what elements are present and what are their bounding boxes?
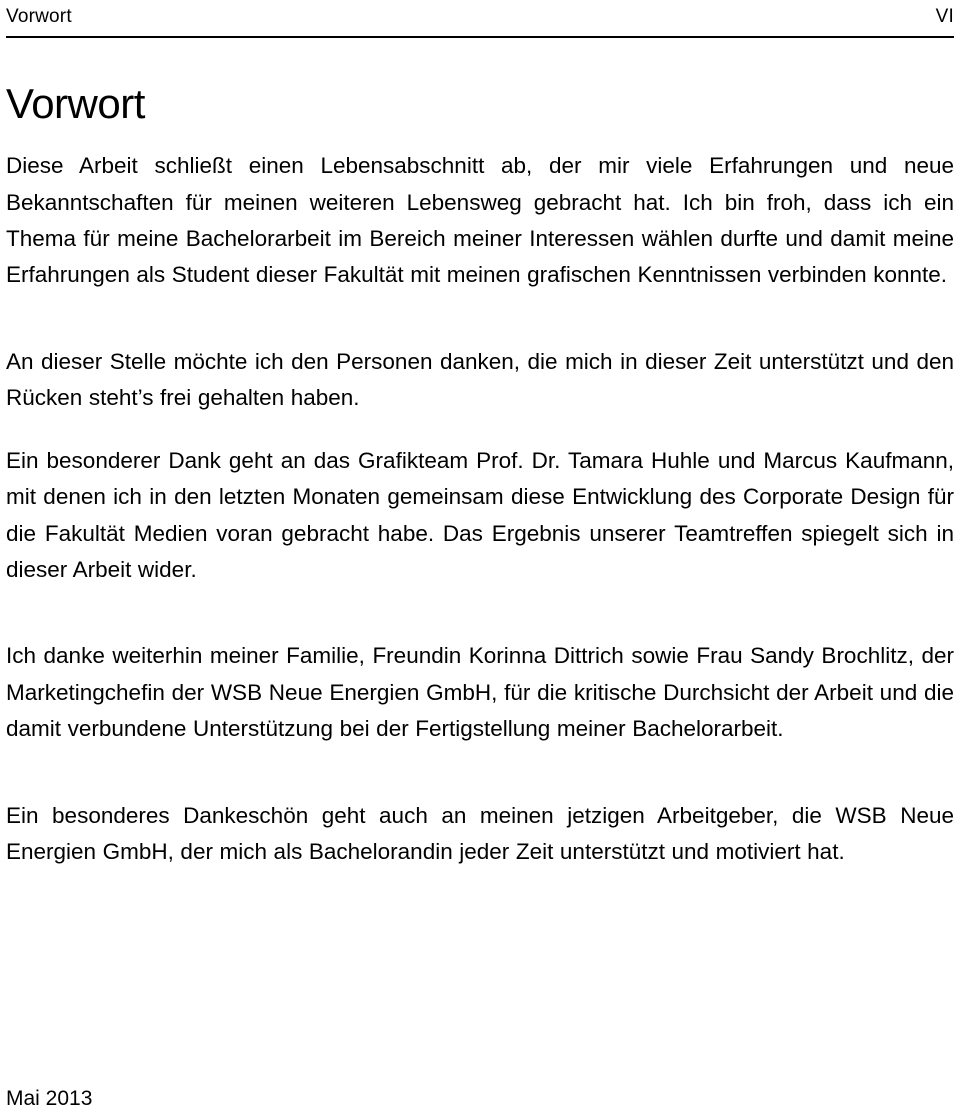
paragraph-spacer-1 [6, 320, 954, 344]
page-header [6, 0, 954, 32]
paragraph-5: Ein besonderes Dankeschön geht auch an meinen jetzigen Arbeitgeber, die WSB Neue Energien GmbH, der mich als Bachelorandin jeder Zeit unterstützt und motiviert hat. [6, 802, 954, 865]
header-divider [6, 36, 954, 38]
header-running-title: Vorwort [6, 6, 72, 27]
paragraph-3: Ein besonderer Dank geht an das Grafikteam Prof. Dr. Tamara Huhle und Marcus Kaufmann, mit denen ich in den letzten Monaten gemeinsam diese Entwicklung des Corporate Design für die Fakultät Medien voran gebracht habe. Das Ergebnis unserer Teamtreffen spiegelt sich in dieser Arbeit wider. [6, 447, 954, 583]
page-title: Vorwort [6, 80, 145, 127]
paragraph-spacer-3 [6, 774, 954, 798]
paragraph-1: Diese Arbeit schließt einen Lebensabschnitt ab, der mir viele Erfahrungen und neue Bekanntschaften für meinen weiteren Lebensweg gebracht hat. Ich bin froh, dass ich ein Thema für meine Bachelorarbeit im Bereich meiner Interessen wählen durfte und damit meine Erfahrungen als Student dieser Fakultät mit meinen grafischen Kenntnissen verbinden konnte. [6, 153, 954, 288]
footer-date: Mai 2013 [6, 1087, 93, 1110]
header-page-number: VI [935, 6, 954, 27]
paragraph-4: Ich danke weiterhin meiner Familie, Freundin Korinna Dittrich sowie Frau Sandy Brochlitz, der Marketingchefin der WSB Neue Energien GmbH, für die kritische Durchsicht der Arbeit und die damit verbundene Unterstützung bei der Fertigstellung meiner Bachelorarbeit. [6, 643, 954, 742]
paragraph-spacer-2 [6, 614, 954, 638]
paragraph-2: An dieser Stelle möchte ich den Personen danken, die mich in dieser Zeit unterstützt und den Rücken steht’s frei gehalten haben. [6, 348, 954, 411]
